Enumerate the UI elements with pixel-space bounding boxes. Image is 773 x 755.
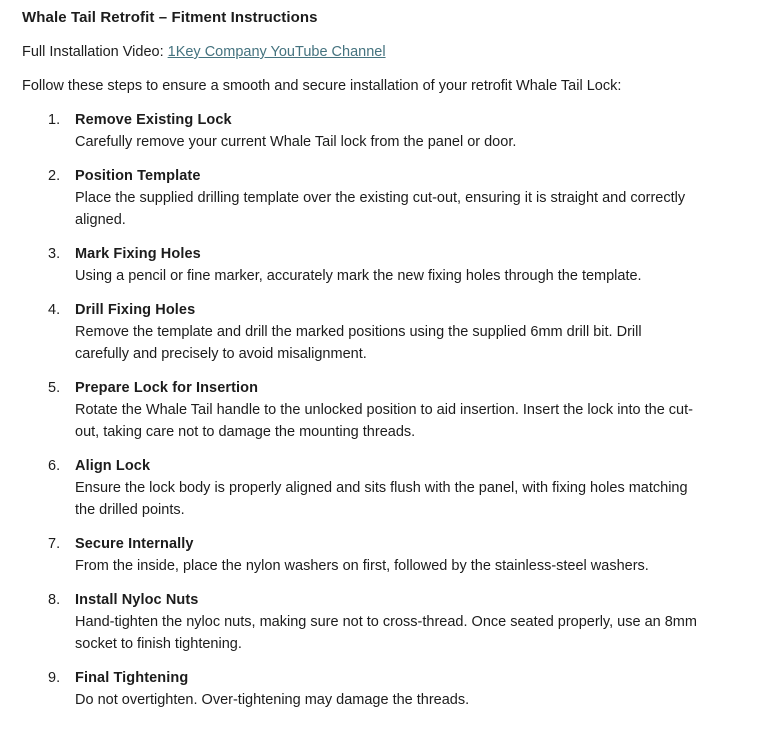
step-number: 8. <box>48 592 61 608</box>
step-body: Using a pencil or fine marker, accurately mark the new fixing holes through the template. <box>75 268 642 284</box>
step-body: Hand-tighten the nyloc nuts, making sure not to cross-thread. Once seated properly, use an 8mm socket to finish tightening. <box>75 614 697 652</box>
list-item-6 <box>22 455 751 521</box>
intro-paragraph: Follow these steps to ensure a smooth and secure installation of your retrofit Whale Tail Lock: <box>22 78 622 94</box>
video-label: Full Installation Video: <box>22 44 168 60</box>
step-body: Rotate the Whale Tail handle to the unlocked position to aid insertion. Insert the lock into the cut-out, taking care not to damage the mounting threads. <box>75 402 693 440</box>
list-item-7 <box>22 533 751 577</box>
step-number: 2. <box>48 168 61 184</box>
step-body: Do not overtighten. Over-tightening may damage the threads. <box>75 692 470 708</box>
step-heading: Prepare Lock for Insertion <box>75 380 259 396</box>
video-paragraph <box>22 41 712 63</box>
list-item-5 <box>22 377 751 443</box>
step-number: 3. <box>48 246 61 262</box>
step-heading: Position Template <box>75 168 201 184</box>
step-body: Ensure the lock body is properly aligned and sits flush with the panel, with fixing holes matching the drilled points. <box>75 480 688 518</box>
step-body: Remove the template and drill the marked positions using the supplied 6mm drill bit. Drill carefully and precisely to avoid misalignment. <box>75 324 642 362</box>
list-item-1 <box>22 109 751 153</box>
youtube-channel-link[interactable]: 1Key Company YouTube Channel <box>167 44 386 60</box>
list-item-3 <box>22 243 751 287</box>
list-item-4 <box>22 299 751 365</box>
step-heading: Remove Existing Lock <box>75 112 232 128</box>
step-number: 7. <box>48 536 61 552</box>
list-item-2 <box>22 165 751 231</box>
list-item-8 <box>22 589 751 655</box>
step-heading: Install Nyloc Nuts <box>75 592 199 608</box>
list-item-9 <box>22 667 751 711</box>
step-heading: Mark Fixing Holes <box>75 246 201 262</box>
step-heading: Drill Fixing Holes <box>75 302 196 318</box>
steps-list <box>22 109 751 711</box>
step-number: 9. <box>48 670 61 686</box>
step-body: Carefully remove your current Whale Tail lock from the panel or door. <box>75 134 517 150</box>
step-heading: Align Lock <box>75 458 151 474</box>
step-number: 1. <box>48 112 61 128</box>
step-number: 6. <box>48 458 61 474</box>
step-heading: Secure Internally <box>75 536 194 552</box>
step-number: 4. <box>48 302 61 318</box>
step-body: From the inside, place the nylon washers on first, followed by the stainless-steel washers. <box>75 558 649 574</box>
step-number: 5. <box>48 380 61 396</box>
step-heading: Final Tightening <box>75 670 189 686</box>
page-title: Whale Tail Retrofit – Fitment Instructions <box>22 9 318 26</box>
step-body: Place the supplied drilling template over the existing cut-out, ensuring it is straight and correctly aligned. <box>75 190 686 228</box>
